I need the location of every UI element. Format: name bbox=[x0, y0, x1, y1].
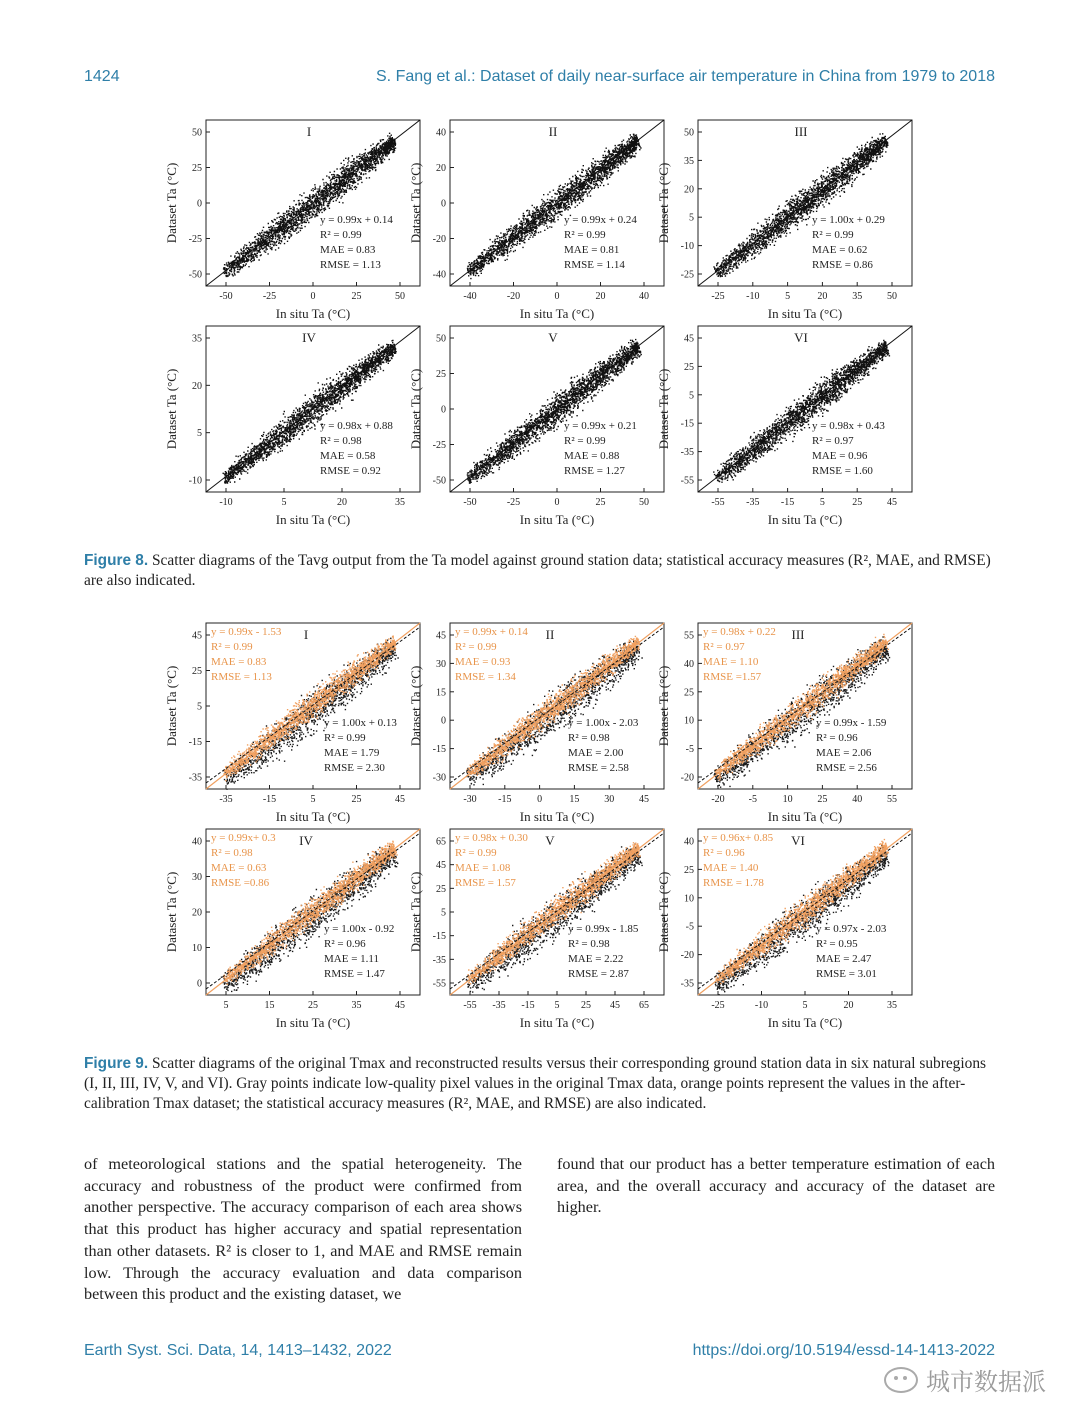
scatter-panel-II bbox=[408, 120, 664, 321]
x-tick-label: 25 bbox=[351, 794, 362, 805]
watermark-text: 城市数据派 bbox=[926, 1368, 1046, 1396]
y-axis-label: Dataset Ta (°C) bbox=[656, 162, 671, 244]
stats-orange-1: R² = 0.99 bbox=[455, 847, 497, 859]
stats-gray-0: y = 1.00x - 0.92 bbox=[324, 923, 395, 935]
y-tick-label: 20 bbox=[684, 184, 694, 196]
y-tick-label: 0 bbox=[441, 404, 446, 416]
stats-orange-1: R² = 0.96 bbox=[703, 847, 745, 859]
stats-gray-1: R² = 0.96 bbox=[324, 938, 366, 950]
x-tick-label: 20 bbox=[817, 291, 828, 302]
y-axis-label: Dataset Ta (°C) bbox=[656, 368, 671, 450]
x-tick-label: 50 bbox=[395, 291, 405, 302]
stats-gray-2: MAE = 0.62 bbox=[812, 244, 868, 256]
stats-gray-2: MAE = 2.00 bbox=[568, 747, 624, 759]
scatter-panel-I bbox=[164, 120, 420, 321]
stats-gray-0: y = 0.97x - 2.03 bbox=[816, 923, 887, 935]
x-tick-label: -30 bbox=[463, 794, 477, 805]
y-tick-label: -20 bbox=[432, 234, 446, 245]
x-tick-label: 40 bbox=[639, 291, 649, 302]
stats-gray-3: RMSE = 2.87 bbox=[568, 968, 629, 980]
y-tick-label: -5 bbox=[685, 744, 694, 756]
stats-gray-2: MAE = 2.06 bbox=[816, 747, 872, 759]
wechat-icon bbox=[884, 1367, 918, 1393]
stats-gray-3: RMSE = 0.86 bbox=[812, 259, 873, 271]
stats-gray-3: RMSE = 1.14 bbox=[564, 259, 625, 271]
stats-gray-2: MAE = 0.96 bbox=[812, 450, 868, 462]
x-tick-label: -35 bbox=[492, 1000, 506, 1011]
stats-gray-3: RMSE = 2.56 bbox=[816, 762, 877, 774]
x-axis-label: In situ Ta (°C) bbox=[767, 1015, 843, 1030]
stats-orange-0: y = 0.98x + 0.30 bbox=[455, 832, 528, 844]
stats-orange-3: RMSE = 1.13 bbox=[211, 671, 272, 683]
x-axis-label: In situ Ta (°C) bbox=[275, 306, 351, 321]
x-axis-label: In situ Ta (°C) bbox=[767, 512, 843, 527]
stats-gray-1: R² = 0.98 bbox=[568, 732, 610, 744]
x-tick-label: 5 bbox=[554, 1000, 560, 1011]
scatter-panel-III bbox=[656, 623, 912, 824]
y-tick-label: 55 bbox=[684, 630, 694, 642]
x-tick-label: -35 bbox=[746, 497, 760, 508]
stats-orange-1: R² = 0.97 bbox=[703, 641, 745, 653]
stats-orange-0: y = 0.98x + 0.22 bbox=[703, 626, 776, 638]
y-tick-label: 30 bbox=[192, 872, 202, 883]
y-tick-label: -15 bbox=[188, 737, 202, 748]
page-number: 1424 bbox=[84, 68, 120, 85]
stats-gray-1: R² = 0.97 bbox=[812, 435, 854, 447]
y-tick-label: 0 bbox=[197, 198, 202, 210]
stats-gray-3: RMSE = 2.30 bbox=[324, 762, 385, 774]
y-tick-label: 0 bbox=[441, 198, 446, 210]
panel-label: III bbox=[791, 627, 805, 642]
stats-gray-2: MAE = 1.79 bbox=[324, 747, 380, 759]
x-axis-label: In situ Ta (°C) bbox=[275, 1015, 351, 1030]
y-tick-label: 5 bbox=[197, 428, 202, 440]
panel-label: I bbox=[306, 124, 312, 139]
doi-link[interactable]: https://doi.org/10.5194/essd-14-1413-2022 bbox=[692, 1342, 995, 1359]
x-tick-label: 65 bbox=[639, 1000, 649, 1011]
figure-8-caption bbox=[84, 551, 995, 591]
y-axis-label: Dataset Ta (°C) bbox=[164, 162, 179, 244]
x-tick-label: 45 bbox=[395, 794, 405, 805]
stats-orange-2: MAE = 0.83 bbox=[211, 656, 267, 668]
panel-label: VI bbox=[791, 833, 805, 848]
stats-gray-0: y = 1.00x + 0.13 bbox=[324, 717, 397, 729]
y-tick-label: 20 bbox=[436, 163, 446, 174]
y-tick-label: 50 bbox=[192, 127, 202, 139]
x-tick-label: 0 bbox=[554, 291, 560, 302]
x-tick-label: 45 bbox=[395, 1000, 405, 1011]
x-tick-label: -10 bbox=[219, 497, 233, 508]
stats-gray-2: MAE = 2.47 bbox=[816, 953, 872, 965]
y-tick-label: 30 bbox=[436, 658, 446, 670]
scatter-panel-IV bbox=[164, 326, 420, 527]
x-tick-label: -50 bbox=[219, 291, 233, 302]
panel-label: IV bbox=[302, 330, 316, 345]
x-tick-label: -25 bbox=[262, 291, 277, 302]
x-tick-label: 15 bbox=[264, 1000, 275, 1011]
y-axis-label: Dataset Ta (°C) bbox=[656, 871, 671, 953]
stats-orange-0: y = 0.96x+ 0.85 bbox=[703, 832, 774, 844]
y-tick-label: 25 bbox=[436, 369, 446, 380]
y-tick-label: 35 bbox=[684, 155, 694, 167]
stats-gray-0: y = 0.99x + 0.24 bbox=[564, 214, 637, 226]
panel-label: I bbox=[303, 627, 309, 642]
y-tick-label: -50 bbox=[432, 475, 446, 487]
x-tick-label: 0 bbox=[310, 291, 316, 302]
scatter-panel-V bbox=[408, 829, 664, 1030]
figure-9-caption bbox=[84, 1054, 995, 1114]
y-tick-label: 35 bbox=[192, 333, 202, 345]
figure-9-label: Figure 9. bbox=[84, 1055, 149, 1072]
x-tick-label: 30 bbox=[604, 794, 615, 805]
stats-gray-1: R² = 0.96 bbox=[816, 732, 858, 744]
stats-gray-2: MAE = 0.81 bbox=[564, 244, 620, 256]
stats-orange-2: MAE = 1.10 bbox=[703, 656, 759, 668]
panel-label: III bbox=[794, 124, 808, 139]
stats-orange-2: MAE = 0.93 bbox=[455, 656, 511, 668]
x-tick-label: -10 bbox=[746, 291, 760, 302]
y-tick-label: 45 bbox=[684, 333, 694, 345]
x-tick-label: -50 bbox=[463, 497, 477, 508]
x-tick-label: -55 bbox=[711, 497, 725, 508]
y-tick-label: -55 bbox=[432, 978, 446, 990]
x-tick-label: -25 bbox=[711, 1000, 725, 1011]
panel-label: VI bbox=[794, 330, 808, 345]
y-axis-label: Dataset Ta (°C) bbox=[164, 368, 179, 450]
stats-gray-3: RMSE = 3.01 bbox=[816, 968, 877, 980]
x-tick-label: 50 bbox=[639, 497, 649, 508]
y-tick-label: -5 bbox=[685, 921, 694, 933]
x-tick-label: 25 bbox=[581, 1000, 591, 1011]
stats-gray-0: y = 1.00x + 0.29 bbox=[812, 214, 885, 226]
y-tick-label: 40 bbox=[684, 836, 694, 848]
figure-8-label: Figure 8. bbox=[84, 552, 149, 569]
y-tick-label: 40 bbox=[436, 127, 446, 139]
stats-gray-2: MAE = 0.83 bbox=[320, 244, 376, 256]
x-tick-label: 35 bbox=[351, 1000, 362, 1011]
panel-label: IV bbox=[299, 833, 313, 848]
x-axis-label: In situ Ta (°C) bbox=[519, 306, 595, 321]
y-tick-label: 5 bbox=[689, 212, 694, 224]
stats-gray-3: RMSE = 1.60 bbox=[812, 465, 873, 477]
y-tick-label: 5 bbox=[197, 701, 202, 713]
y-tick-label: -25 bbox=[188, 234, 202, 245]
y-tick-label: 40 bbox=[684, 658, 694, 670]
x-axis-label: In situ Ta (°C) bbox=[519, 1015, 595, 1030]
y-tick-label: 10 bbox=[684, 893, 694, 905]
stats-gray-1: R² = 0.99 bbox=[812, 229, 854, 241]
body-text-left: of meteorological stations and the spatial heterogeneity. The accuracy and robustness of the product were confirmed from another perspective. The accuracy comparison of each area shows that this product has higher accuracy and spatial representation than other datasets. R² is closer to 1, and MAE and RMSE remain low. Through the accuracy evaluation and data comparison between this product and the existing dataset, we bbox=[84, 1155, 522, 1304]
x-tick-label: -55 bbox=[463, 1000, 477, 1011]
y-tick-label: 0 bbox=[197, 978, 202, 990]
x-tick-label: 35 bbox=[852, 291, 863, 302]
y-axis-label: Dataset Ta (°C) bbox=[408, 162, 423, 244]
y-tick-label: -25 bbox=[432, 440, 446, 451]
x-tick-label: 20 bbox=[337, 497, 347, 508]
y-tick-label: 25 bbox=[192, 163, 202, 174]
x-tick-label: 25 bbox=[817, 794, 828, 805]
y-tick-label: 25 bbox=[684, 361, 694, 373]
x-tick-label: 55 bbox=[887, 794, 897, 805]
x-tick-label: 0 bbox=[537, 794, 543, 805]
y-tick-label: -25 bbox=[680, 269, 694, 281]
x-axis-label: In situ Ta (°C) bbox=[519, 512, 595, 527]
y-tick-label: -30 bbox=[432, 772, 446, 784]
stats-gray-2: MAE = 0.58 bbox=[320, 450, 376, 462]
panel-label: V bbox=[545, 833, 555, 848]
stats-orange-1: R² = 0.99 bbox=[211, 641, 253, 653]
stats-gray-3: RMSE = 1.47 bbox=[324, 968, 385, 980]
y-tick-label: -35 bbox=[432, 954, 446, 966]
stats-orange-1: R² = 0.99 bbox=[455, 641, 497, 653]
journal-citation: Earth Syst. Sci. Data, 14, 1413–1432, 2022 bbox=[84, 1342, 392, 1359]
x-tick-label: 25 bbox=[852, 497, 863, 508]
stats-gray-1: R² = 0.99 bbox=[564, 435, 606, 447]
y-axis-label: Dataset Ta (°C) bbox=[408, 871, 423, 953]
scatter-panel-VI bbox=[656, 829, 912, 1030]
x-tick-label: -15 bbox=[498, 794, 512, 805]
x-tick-label: -20 bbox=[711, 794, 725, 805]
x-tick-label: 45 bbox=[610, 1000, 620, 1011]
stats-orange-0: y = 0.99x + 0.14 bbox=[455, 626, 528, 638]
x-axis-label: In situ Ta (°C) bbox=[767, 306, 843, 321]
stats-gray-3: RMSE = 2.58 bbox=[568, 762, 629, 774]
y-tick-label: 40 bbox=[192, 836, 202, 848]
stats-gray-2: MAE = 2.22 bbox=[568, 953, 624, 965]
x-tick-label: 20 bbox=[595, 291, 606, 302]
x-tick-label: 5 bbox=[802, 1000, 808, 1011]
stats-gray-3: RMSE = 1.27 bbox=[564, 465, 625, 477]
x-tick-label: 5 bbox=[223, 1000, 229, 1011]
y-tick-label: 20 bbox=[192, 380, 202, 392]
scatter-panel-II bbox=[408, 623, 664, 824]
stats-orange-2: MAE = 1.08 bbox=[455, 862, 511, 874]
panel-label: II bbox=[545, 627, 555, 642]
stats-gray-0: y = 0.99x - 1.59 bbox=[816, 717, 887, 729]
x-tick-label: 5 bbox=[281, 497, 287, 508]
x-tick-label: -5 bbox=[748, 794, 757, 805]
x-tick-label: 5 bbox=[785, 291, 791, 302]
y-tick-label: 25 bbox=[436, 883, 446, 895]
y-tick-label: -15 bbox=[680, 418, 694, 430]
stats-orange-0: y = 0.99x - 1.53 bbox=[211, 626, 282, 638]
stats-gray-1: R² = 0.99 bbox=[320, 229, 362, 241]
x-tick-label: 35 bbox=[887, 1000, 897, 1011]
figure-9 bbox=[160, 615, 920, 1041]
x-tick-label: 40 bbox=[852, 794, 863, 805]
y-axis-label: Dataset Ta (°C) bbox=[164, 871, 179, 953]
y-tick-label: -10 bbox=[188, 475, 202, 487]
stats-gray-0: y = 0.99x + 0.21 bbox=[564, 420, 637, 432]
y-tick-label: -15 bbox=[432, 931, 446, 943]
stats-orange-3: RMSE = 1.78 bbox=[703, 877, 764, 889]
scatter-panel-III bbox=[656, 120, 912, 321]
x-tick-label: 45 bbox=[639, 794, 649, 805]
stats-orange-3: RMSE = 1.34 bbox=[455, 671, 516, 683]
y-axis-label: Dataset Ta (°C) bbox=[408, 665, 423, 747]
figure-9-svg bbox=[160, 615, 920, 1041]
scatter-panel-IV bbox=[164, 829, 420, 1030]
x-tick-label: 25 bbox=[308, 1000, 318, 1011]
scatter-panel-I bbox=[164, 623, 420, 824]
body-text-right: found that our product has a better temperature estimation of each area, and the overall accuracy and accuracy of the dataset are higher. bbox=[557, 1155, 995, 1217]
y-tick-label: 50 bbox=[436, 333, 446, 345]
stats-gray-3: RMSE = 1.13 bbox=[320, 259, 381, 271]
x-axis-label: In situ Ta (°C) bbox=[275, 809, 351, 824]
stats-gray-1: R² = 0.98 bbox=[320, 435, 362, 447]
y-tick-label: -20 bbox=[680, 950, 694, 962]
y-tick-label: 65 bbox=[436, 836, 446, 848]
stats-gray-0: y = 0.99x + 0.14 bbox=[320, 214, 393, 226]
y-tick-label: 5 bbox=[441, 907, 446, 919]
x-tick-label: 0 bbox=[554, 497, 560, 508]
y-tick-label: -20 bbox=[680, 772, 694, 784]
x-tick-label: -10 bbox=[754, 1000, 769, 1011]
y-tick-label: 5 bbox=[689, 390, 694, 402]
y-tick-label: 20 bbox=[192, 907, 202, 919]
stats-orange-2: MAE = 0.63 bbox=[211, 862, 267, 874]
stats-gray-2: MAE = 0.88 bbox=[564, 450, 620, 462]
x-tick-label: 45 bbox=[887, 497, 897, 508]
figure-8-svg bbox=[160, 112, 920, 538]
y-tick-label: 50 bbox=[684, 127, 694, 139]
x-axis-label: In situ Ta (°C) bbox=[767, 809, 843, 824]
stats-orange-3: RMSE = 1.57 bbox=[455, 877, 516, 889]
stats-gray-0: y = 0.98x + 0.43 bbox=[812, 420, 885, 432]
y-tick-label: -15 bbox=[432, 744, 446, 756]
stats-orange-0: y = 0.99x+ 0.3 bbox=[211, 832, 276, 844]
figure-8 bbox=[160, 112, 920, 538]
panel-label: II bbox=[548, 124, 558, 139]
y-tick-label: 10 bbox=[684, 715, 694, 727]
x-tick-label: 35 bbox=[395, 497, 405, 508]
stats-gray-1: R² = 0.95 bbox=[816, 938, 858, 950]
scatter-panel-V bbox=[408, 326, 664, 527]
running-title: S. Fang et al.: Dataset of daily near-surface air temperature in China from 1979 to 2018 bbox=[376, 68, 995, 85]
y-tick-label: -35 bbox=[680, 978, 694, 990]
stats-gray-1: R² = 0.99 bbox=[564, 229, 606, 241]
y-tick-label: 45 bbox=[192, 630, 202, 642]
y-tick-label: -35 bbox=[680, 447, 694, 459]
x-tick-label: -25 bbox=[711, 291, 725, 302]
y-tick-label: 10 bbox=[192, 943, 202, 954]
y-tick-label: -55 bbox=[680, 475, 694, 487]
scatter-panel-VI bbox=[656, 326, 912, 527]
stats-orange-1: R² = 0.98 bbox=[211, 847, 253, 859]
stats-orange-2: MAE = 1.40 bbox=[703, 862, 759, 874]
stats-orange-3: RMSE =1.57 bbox=[703, 671, 762, 683]
x-tick-label: -15 bbox=[521, 1000, 535, 1011]
x-tick-label: 5 bbox=[310, 794, 316, 805]
stats-gray-2: MAE = 1.11 bbox=[324, 953, 379, 965]
y-tick-label: -40 bbox=[432, 269, 446, 281]
y-axis-label: Dataset Ta (°C) bbox=[408, 368, 423, 450]
y-tick-label: 45 bbox=[436, 630, 446, 642]
y-tick-label: -50 bbox=[188, 269, 202, 281]
x-tick-label: 25 bbox=[595, 497, 606, 508]
x-tick-label: -15 bbox=[262, 794, 277, 805]
x-tick-label: -15 bbox=[780, 497, 795, 508]
x-tick-label: 15 bbox=[569, 794, 580, 805]
watermark bbox=[884, 1362, 1046, 1397]
x-axis-label: In situ Ta (°C) bbox=[275, 512, 351, 527]
stats-orange-3: RMSE =0.86 bbox=[211, 877, 270, 889]
stats-gray-0: y = 0.99x - 1.85 bbox=[568, 923, 639, 935]
y-tick-label: 15 bbox=[436, 687, 446, 699]
x-tick-label: -40 bbox=[463, 291, 477, 302]
x-tick-label: -35 bbox=[219, 794, 233, 805]
stats-gray-0: y = 0.98x + 0.88 bbox=[320, 420, 393, 432]
figure-9-caption-text: Scatter diagrams of the original Tmax and reconstructed results versus their corresponding ground station data in six natural subregions (I, II, III, IV, V, and VI). Gray points indicate low-quality pixel values in the original Tmax data, orange points represent the values in the after-calibration Tmax dataset; the statistical accuracy measures (R², MAE, and RMSE) are also indicated. bbox=[84, 1055, 987, 1112]
x-tick-label: 50 bbox=[887, 291, 897, 302]
x-tick-label: 25 bbox=[351, 291, 362, 302]
stats-gray-1: R² = 0.98 bbox=[568, 938, 610, 950]
y-axis-label: Dataset Ta (°C) bbox=[656, 665, 671, 747]
x-axis-label: In situ Ta (°C) bbox=[519, 809, 595, 824]
x-tick-label: 5 bbox=[819, 497, 825, 508]
y-tick-label: 25 bbox=[192, 666, 202, 677]
panel-label: V bbox=[548, 330, 558, 345]
x-tick-label: 10 bbox=[782, 794, 793, 805]
stats-gray-3: RMSE = 0.92 bbox=[320, 465, 381, 477]
y-tick-label: 25 bbox=[684, 687, 694, 699]
y-tick-label: 45 bbox=[436, 860, 446, 872]
figure-8-caption-text: Scatter diagrams of the Tavg output from the Ta model against ground station data; statistical accuracy measures (R², MAE, and RMSE) are also indicated. bbox=[84, 552, 991, 589]
x-tick-label: -25 bbox=[506, 497, 521, 508]
y-tick-label: 0 bbox=[441, 715, 446, 727]
y-tick-label: -10 bbox=[680, 241, 694, 253]
y-tick-label: -35 bbox=[188, 772, 202, 784]
stats-gray-1: R² = 0.99 bbox=[324, 732, 366, 744]
y-tick-label: 25 bbox=[684, 864, 694, 876]
stats-gray-0: y = 1.00x - 2.03 bbox=[568, 717, 639, 729]
y-axis-label: Dataset Ta (°C) bbox=[164, 665, 179, 747]
x-tick-label: -20 bbox=[506, 291, 521, 302]
x-tick-label: 20 bbox=[843, 1000, 854, 1011]
